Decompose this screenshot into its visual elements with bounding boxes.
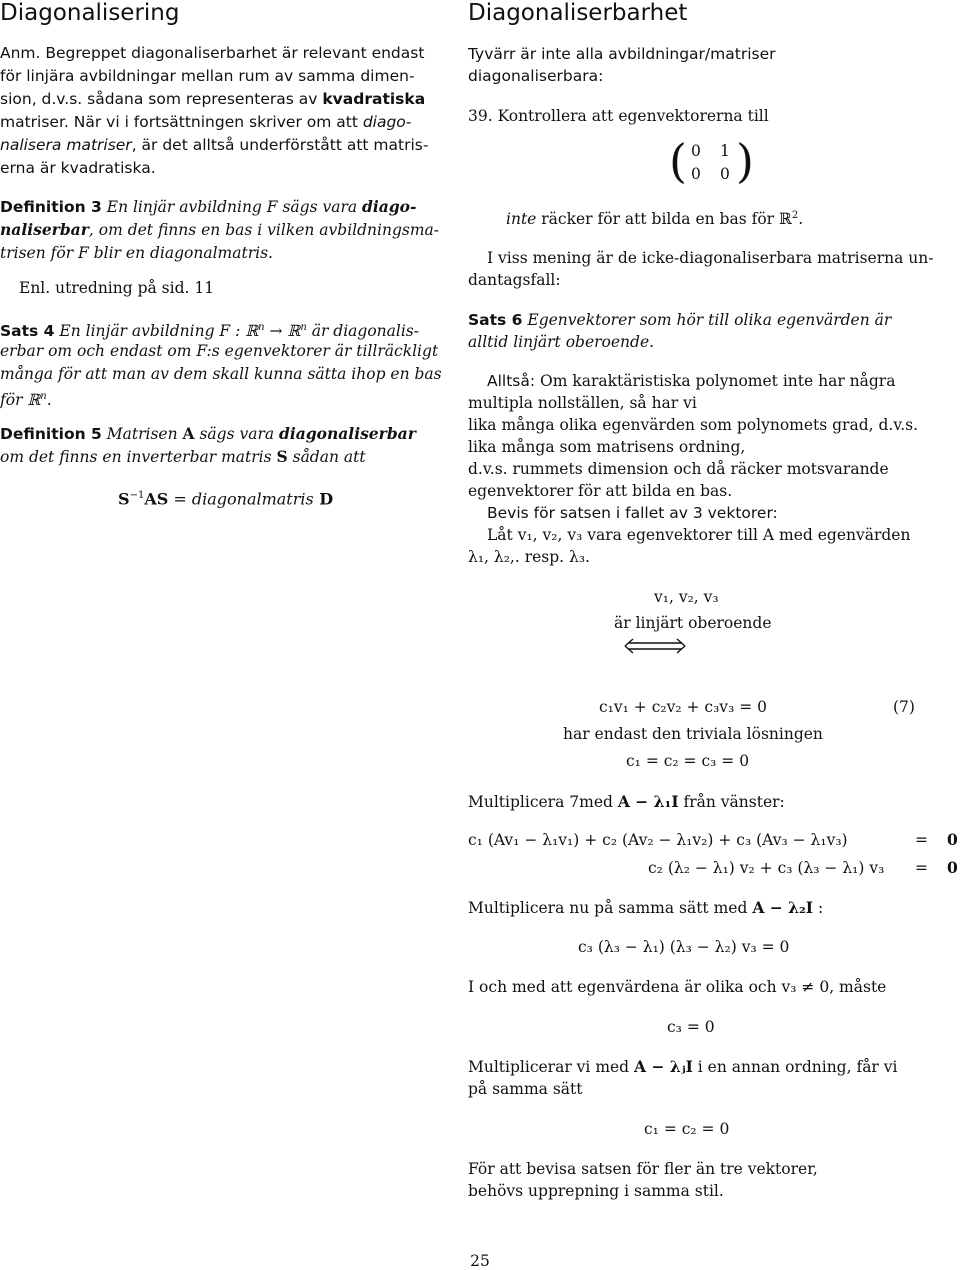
- section-title-diagonaliserbarhet: Diagonaliserbarhet: [468, 0, 688, 26]
- anm-line-1: Anm. Begreppet diagonaliserbarhet är relevant endast: [0, 44, 425, 62]
- left-paren: (: [669, 134, 687, 188]
- c1-c2-zero: c₁ = c₂ = 0: [644, 1120, 730, 1138]
- vectors-v1-v2-v3: v₁, v₂, v₃: [654, 588, 719, 606]
- multiplicerar-line-1: Multiplicerar vi med A − λⱼI i en annan ordning, får vi: [468, 1057, 898, 1076]
- alltsa-line-3: lika många olika egenvärden som polynomets grad, d.v.s.: [468, 416, 919, 434]
- page-number: 25: [470, 1252, 490, 1270]
- for-att-bevisa-line-1: För att bevisa satsen för fler än tre vektorer,: [468, 1160, 818, 1178]
- multiplicera-1: Multiplicera 7med A − λ₁I från vänster:: [468, 792, 785, 811]
- sats4-line-4: för ℝ$^n$.: [0, 391, 52, 410]
- intro-line-1: Tyvärr är inte alla avbildningar/matriser: [468, 45, 776, 63]
- section-title-diagonalisering: Diagonalisering: [0, 0, 180, 26]
- bevis-heading: Bevis för satsen i fallet av 3 vektorer:: [487, 504, 778, 522]
- def5-line-2: om det finns en inverterbar matris S sådan att: [0, 447, 366, 466]
- anm-line-2: för linjära avbildningar mellan rum av samma dimen-: [0, 67, 415, 85]
- def5-equation: $S^{-1}AS$ = diagonalmatris D: [118, 489, 334, 509]
- alltsa-line-1: Alltså: Om karaktäristiska polynomet inte har några: [487, 372, 896, 390]
- sats4-line-1: Sats 4 En linjär avbildning F : ℝ$^n$ → ℝ$^n$ är diagonalis-: [0, 322, 419, 341]
- sats6-line-2: alltid linjärt oberoende.: [468, 333, 655, 351]
- alltsa-line-5: d.v.s. rummets dimension och då räcker motsvarande: [468, 460, 889, 478]
- inte-racker: inte räcker för att bilda en bas för ℝ$^2$.: [506, 210, 804, 229]
- c3-zero: c₃ = 0: [667, 1018, 715, 1036]
- viss-mening-line-1: I viss mening är de icke-diagonaliserbara matriserna un-: [487, 249, 934, 267]
- intro-line-2: diagonaliserbara:: [468, 67, 604, 85]
- matrix-cell: 0: [720, 165, 730, 183]
- matrix-cell: 0: [691, 165, 701, 183]
- matrix-cell: 1: [720, 142, 730, 160]
- linjart-oberoende: är linjärt oberoende: [614, 614, 772, 632]
- for-att-bevisa-line-2: behövs upprepning i samma stil.: [468, 1182, 724, 1200]
- def3-line-1: Definition 3 En linjär avbildning F sägs vara diago-: [0, 197, 417, 216]
- i-och-med-att: I och med att egenvärdena är olika och v₃ ≠ 0, måste: [468, 978, 887, 996]
- alltsa-line-6: egenvektorer för att bilda en bas.: [468, 482, 733, 500]
- multiplicerar-line-2: på samma sätt: [468, 1080, 583, 1098]
- multiplicera-2: Multiplicera nu på samma sätt med A − λ₂I :: [468, 898, 824, 917]
- lat-line-1: Låt v₁, v₂, v₃ vara egenvektorer till A med egenvärden: [487, 526, 911, 544]
- def3-line-2: naliserbar, om det finns en bas i vilken avbildningsma-: [0, 220, 440, 239]
- sats6-line-1: Sats 6 Egenvektorer som hör till olika egenvärden är: [468, 311, 892, 329]
- exercise-39: 39. Kontrollera att egenvektorerna till: [468, 107, 769, 125]
- alltsa-line-4: lika många som matrisens ordning,: [468, 438, 746, 456]
- def5-line-1: Definition 5 Matrisen A sägs vara diagonaliserbar: [0, 424, 416, 443]
- matrix-0100: [669, 134, 754, 188]
- anm-line-4: matriser. När vi i fortsättningen skriver om att diago-: [0, 113, 412, 131]
- trivial-solution: c₁ = c₂ = c₃ = 0: [626, 752, 750, 770]
- enl-utredning: Enl. utredning på sid. 11: [19, 279, 215, 297]
- anm-line-6: erna är kvadratiska.: [0, 159, 156, 177]
- def3-line-3: trisen för F blir en diagonalmatris.: [0, 244, 273, 262]
- right-paren: ): [736, 134, 754, 188]
- align-line-2-eq: =: [915, 859, 928, 877]
- sats4-line-3: många för att man av dem skall kunna sätta ihop en bas: [0, 365, 442, 383]
- har-endast: har endast den triviala lösningen: [563, 725, 823, 743]
- equation-7-tag: (7): [893, 698, 915, 716]
- iff-arrow-icon: [623, 636, 687, 656]
- viss-mening-line-2: dantagsfall:: [468, 271, 561, 289]
- anm-line-5: nalisera matriser, är det alltså underförstått att matris-: [0, 136, 429, 154]
- align-line-1-eq: =: [915, 831, 928, 849]
- align-line-2-rhs: 0: [947, 858, 958, 877]
- align-line-1-lhs: c₁ (Av₁ − λ₁v₁) + c₂ (Av₂ − λ₁v₂) + c₃ (Av₃ − λ₁v₃): [468, 831, 848, 849]
- sats4-line-2: erbar om och endast om F:s egenvektorer är tillräckligt: [0, 342, 439, 360]
- lat-line-2: λ₁, λ₂,. resp. λ₃.: [468, 548, 590, 566]
- align-line-2-lhs: c₂ (λ₂ − λ₁) v₂ + c₃ (λ₃ − λ₁) v₃: [648, 859, 885, 877]
- anm-line-3: sion, d.v.s. sådana som representeras av kvadratiska: [0, 90, 426, 108]
- alltsa-line-2: multipla nollställen, så har vi: [468, 394, 697, 412]
- align-line-1-rhs: 0: [947, 830, 958, 849]
- equation-7: c₁v₁ + c₂v₂ + c₃v₃ = 0: [599, 698, 767, 716]
- matrix-cell: 0: [691, 142, 701, 160]
- equation-c3: c₃ (λ₃ − λ₁) (λ₃ − λ₂) v₃ = 0: [578, 938, 790, 956]
